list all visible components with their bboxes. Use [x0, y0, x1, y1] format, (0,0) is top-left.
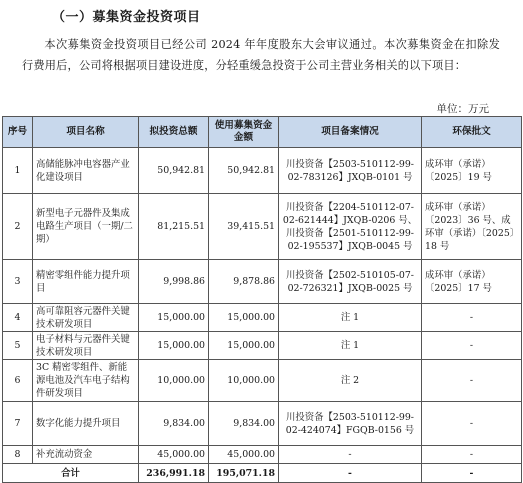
row-raised: 9,878.86: [209, 260, 279, 304]
row-env: -: [422, 332, 522, 360]
table-row: [3, 260, 522, 304]
row-total: 15,000.00: [139, 304, 209, 332]
row-filing: 注 1: [279, 304, 422, 332]
row-no: 2: [3, 194, 33, 260]
row-env: 成环审（承诺）〔2025〕19 号: [422, 148, 522, 194]
row-filing: -: [279, 446, 422, 464]
row-raised: 10,000.00: [209, 360, 279, 402]
row-filing: 川投资备【2503-510112-99-02-424074】FGQB-0156 号: [279, 402, 422, 446]
header-total-investment: 拟投资总额: [139, 117, 209, 148]
row-raised: 15,000.00: [209, 332, 279, 360]
row-filing: 川投资备【2502-510105-07-02-726321】JXQB-0025 号: [279, 260, 422, 304]
row-total: 10,000.00: [139, 360, 209, 402]
total-raised: 195,071.18: [209, 464, 279, 483]
row-no: 4: [3, 304, 33, 332]
table-row: [3, 304, 522, 332]
table-header-row: [3, 117, 522, 148]
row-no: 7: [3, 402, 33, 446]
row-filing: 川投资备【2503-510112-99-02-783126】JXQB-0101 号: [279, 148, 422, 194]
total-filing: -: [279, 464, 422, 483]
row-no: 6: [3, 360, 33, 402]
row-no: 3: [3, 260, 33, 304]
row-project-name: 新型电子元器件及集成电路生产项目（一期/二期）: [33, 194, 139, 260]
row-no: 1: [3, 148, 33, 194]
row-project-name: 补充流动资金: [33, 446, 139, 464]
table-row: [3, 148, 522, 194]
investment-projects-table: [2, 116, 522, 483]
row-total: 50,942.81: [139, 148, 209, 194]
header-env-approval: 环保批文: [422, 117, 522, 148]
table-row: [3, 446, 522, 464]
row-env: -: [422, 360, 522, 402]
row-project-name: 电子材料与元器件关键技术研发项目: [33, 332, 139, 360]
row-project-name: 数字化能力提升项目: [33, 402, 139, 446]
row-raised: 9,834.00: [209, 402, 279, 446]
table-row: [3, 402, 522, 446]
row-project-name: 3C 精密零组件、新能源电池及汽车电子结构件研发项目: [33, 360, 139, 402]
row-raised: 45,000.00: [209, 446, 279, 464]
unit-label: 单位：万元: [436, 103, 489, 115]
row-total: 9,998.86: [139, 260, 209, 304]
intro-paragraph: 本次募集资金投资项目已经公司 2024 年年度股东大会审议通过。本次募集资金在扣除发行费用后，公司将根据项目建设进度，分轻重缓急投资于公司主营业务相关的以下项目：: [22, 38, 500, 72]
row-no: 5: [3, 332, 33, 360]
header-raised-funds: 使用募集资金金额: [209, 117, 279, 148]
row-raised: 39,415.51: [209, 194, 279, 260]
total-env: -: [422, 464, 522, 483]
row-project-name: 高可靠阻容元器件关键技术研发项目: [33, 304, 139, 332]
row-filing: 川投资备【2204-510112-07-02-621444】JXQB-0206 号、川投资备【2501-510112-99-02-195537】JXQB-0045 号: [279, 194, 422, 260]
row-project-name: 高储能脉冲电容器产业化建设项目: [33, 148, 139, 194]
total-label: 合计: [3, 464, 139, 483]
row-env: -: [422, 304, 522, 332]
row-env: -: [422, 402, 522, 446]
row-project-name: 精密零组件能力提升项目: [33, 260, 139, 304]
row-env: -: [422, 446, 522, 464]
row-filing: 注 2: [279, 360, 422, 402]
row-env: 成环审（承诺）〔2023〕36 号、成环审（承诺）〔2025〕18 号: [422, 194, 522, 260]
row-total: 9,834.00: [139, 402, 209, 446]
row-raised: 50,942.81: [209, 148, 279, 194]
table-row: [3, 332, 522, 360]
header-project-name: 项目名称: [33, 117, 139, 148]
row-total: 45,000.00: [139, 446, 209, 464]
row-total: 15,000.00: [139, 332, 209, 360]
row-filing: 注 1: [279, 332, 422, 360]
table-row: [3, 194, 522, 260]
table-total-row: [3, 464, 522, 483]
row-raised: 15,000.00: [209, 304, 279, 332]
header-no: 序号: [3, 117, 33, 148]
header-filing: 项目备案情况: [279, 117, 422, 148]
row-no: 8: [3, 446, 33, 464]
section-title: （一）募集资金投资项目: [52, 10, 201, 25]
row-env: 成环审（承诺）〔2025〕17 号: [422, 260, 522, 304]
row-total: 81,215.51: [139, 194, 209, 260]
table-row: [3, 360, 522, 402]
total-investment: 236,991.18: [139, 464, 209, 483]
